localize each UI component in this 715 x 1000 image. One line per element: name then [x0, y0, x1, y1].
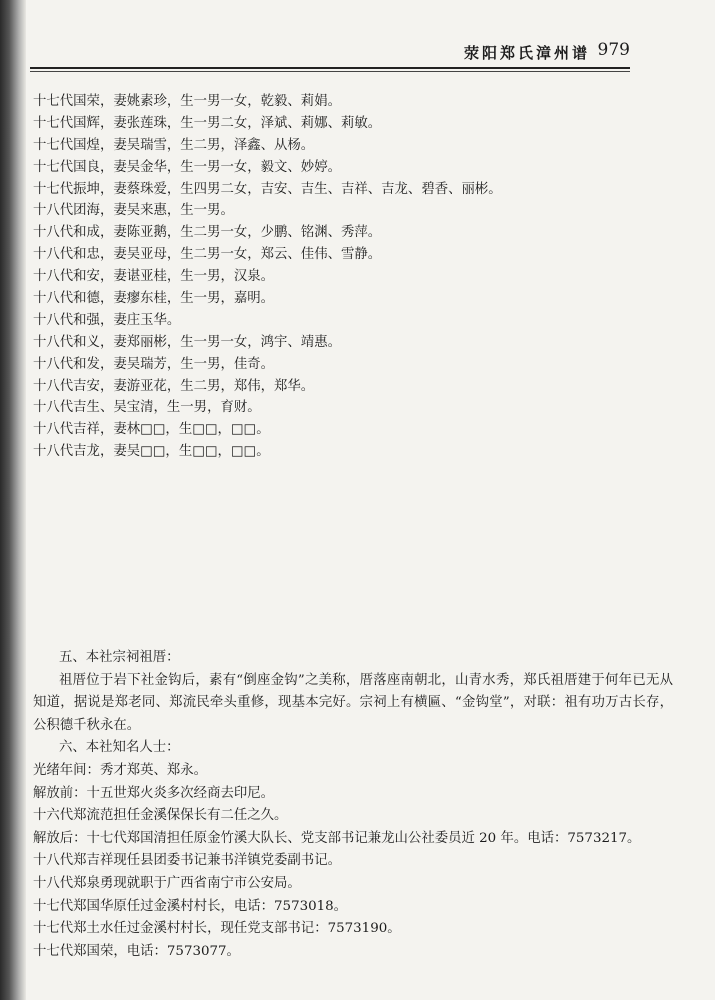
genealogy-entry: 十七代国辉，妻张莲珠，生一男二女，泽斌、莉娜、莉敏。: [33, 115, 382, 131]
genealogy-entry: 十八代和忠，妻吴亚母，生二男一女，郑云、佳伟、雪静。: [33, 247, 382, 263]
genealogy-entry: 十八代和强，妻庄玉华。: [33, 312, 181, 328]
section-heading-ancestral-hall: 五、本社宗祠祖厝：: [59, 650, 180, 665]
genealogy-entry: 十七代振坤，妻蔡珠爱，生四男二女，吉安、吉生、吉祥、吉龙、碧香、丽彬。: [33, 181, 502, 197]
page-header: [30, 42, 630, 68]
genealogy-entry: 十八代和成，妻陈亚鹅，生二男一女，少鹏、铭渊、秀萍。: [33, 225, 382, 241]
lower-sections: [33, 647, 673, 963]
notable-person-line: 十七代郑国华原任过金溪村村长，电话：7573018。: [33, 898, 348, 914]
header-rule-thin: [30, 71, 630, 72]
section-heading-notable-people: 六、本社知名人士：: [59, 740, 180, 756]
genealogy-entry: 十八代吉祥，妻林□□，生□□，□□。: [33, 422, 270, 438]
page-number: 979: [597, 40, 630, 60]
notable-person-line: 十八代郑吉祥现任县团委书记兼书洋镇党委副书记。: [33, 853, 341, 869]
notable-person-line: 十八代郑泉勇现就职于广西省南宁市公安局。: [33, 875, 301, 891]
genealogy-list: [33, 91, 673, 463]
notable-person-line: 十六代郑流范担任金溪保保长有二任之久。: [33, 808, 288, 824]
genealogy-entry: 十八代和义，妻郑丽彬，生一男一女，鸿宇、靖惠。: [33, 334, 341, 350]
genealogy-entry: 十八代和发，妻吴瑞芳，生一男，佳奇。: [33, 356, 275, 372]
ancestral-hall-paragraph: 祖厝位于岩下社金钩后，素有“倒座金钩”之美称，厝落座南朝北，山青水秀，郑氏祖厝建于何年已无从知道，据说是郑老同、郑流民牵头重修，现基本完好。宗祠上有横匾、“金钩堂”，对联：祖有功万古长存，公积德千秋永在。: [33, 672, 673, 733]
notable-person-line: 解放后：十七代郑国清担任原金竹溪大队长、党支部书记兼龙山公社委员近 20 年。电话：7573217。: [33, 830, 641, 846]
genealogy-entry: 十八代吉龙，妻吴□□，生□□，□□。: [33, 444, 270, 460]
notable-person-line: 十七代郑国荣，电话：7573077。: [33, 943, 240, 959]
genealogy-entry: 十七代国良，妻吴金华，生一男一女，毅文、妙婷。: [33, 159, 341, 175]
notable-person-line: 光绪年间：秀才郑英、郑永。: [33, 762, 208, 778]
genealogy-entry: 十七代国荣，妻姚素珍，生一男一女，乾毅、莉娟。: [33, 94, 341, 109]
genealogy-entry: 十八代和德，妻瘳东桂，生一男，嘉明。: [33, 291, 275, 307]
notable-person-line: 十七代郑土水任过金溪村村长，现任党支部书记：7573190。: [33, 921, 401, 937]
header-rule: [30, 67, 630, 69]
genealogy-entry: 十八代吉安，妻游亚花，生二男，郑伟，郑华。: [33, 378, 315, 394]
genealogy-entry: 十八代吉生、吴宝清，生一男，育财。: [33, 400, 261, 416]
book-spine-shadow: [0, 0, 26, 1000]
genealogy-entry: 十八代团海，妻吴来惠，生一男。: [33, 203, 234, 219]
running-title: 荥阳郑氏漳州谱: [463, 44, 590, 62]
genealogy-entry: 十八代和安，妻谌亚桂，生一男，汉泉。: [33, 269, 275, 285]
genealogy-entry: 十七代国煌，妻吴瑞雪，生二男，泽鑫、从杨。: [33, 137, 315, 153]
notable-person-line: 解放前：十五世郑火炎多次经商去印尼。: [33, 785, 275, 801]
